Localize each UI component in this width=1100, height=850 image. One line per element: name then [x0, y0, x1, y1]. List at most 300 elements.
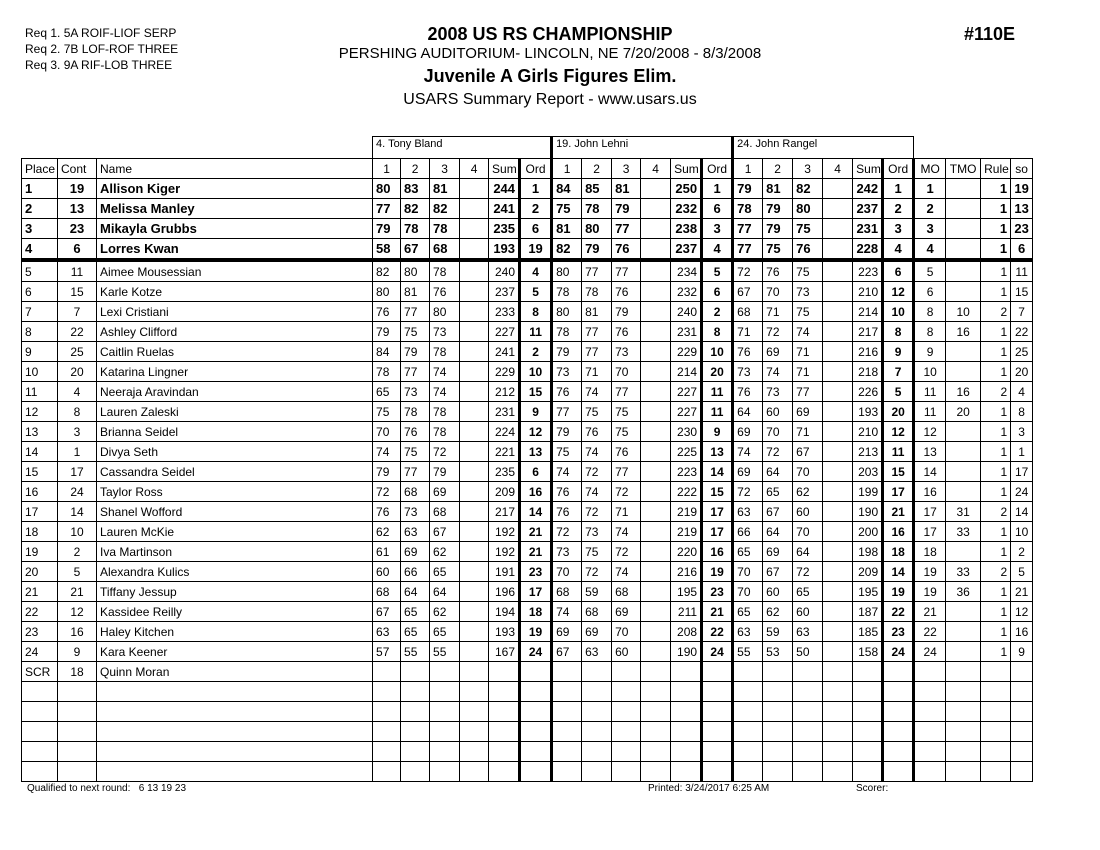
- judge-score: 78: [733, 199, 763, 219]
- majority-ordinal: 22: [914, 622, 946, 642]
- req-2: Req 2. 7B LOF-ROF THREE: [25, 42, 179, 56]
- table-row: [22, 642, 1033, 662]
- judge-score: [641, 282, 671, 302]
- judge-score: 66: [401, 562, 430, 582]
- judge-sum: 231: [671, 322, 702, 342]
- judge-score: 63: [793, 622, 823, 642]
- empty-cell: [702, 722, 733, 742]
- empty-cell: [58, 742, 97, 762]
- rule: 1: [981, 482, 1011, 502]
- empty-cell: [671, 722, 702, 742]
- contestant-number: 6: [58, 239, 97, 261]
- judge-score: 78: [430, 260, 460, 282]
- judge-score: 69: [793, 402, 823, 422]
- judge-score: [460, 662, 489, 682]
- total-majority-ordinal: [946, 462, 981, 482]
- judge-sum: 220: [671, 542, 702, 562]
- qualified: [27, 783, 186, 794]
- judge-score: [823, 462, 853, 482]
- empty-cell: [946, 742, 981, 762]
- table-row: [22, 622, 1033, 642]
- judge-score: 78: [430, 219, 460, 239]
- judge-ordinal: [883, 662, 914, 682]
- judge-ordinal: 9: [702, 422, 733, 442]
- judge-score: [460, 602, 489, 622]
- judge-score: 84: [552, 179, 582, 199]
- judge-sum: 209: [853, 562, 883, 582]
- judge-sum: 222: [671, 482, 702, 502]
- empty-cell: [883, 722, 914, 742]
- majority-ordinal: 18: [914, 542, 946, 562]
- judge-score: 80: [552, 260, 582, 282]
- judge-score: 77: [612, 260, 641, 282]
- judge-ordinal: 6: [883, 260, 914, 282]
- judge-score: [641, 179, 671, 199]
- judge-score: [823, 382, 853, 402]
- majority-ordinal: 2: [914, 199, 946, 219]
- judge-score: 72: [373, 482, 401, 502]
- place: 6: [22, 282, 58, 302]
- judge-score: 78: [373, 362, 401, 382]
- majority-ordinal: 5: [914, 260, 946, 282]
- judge-score: 81: [430, 179, 460, 199]
- judge-sum: 185: [853, 622, 883, 642]
- judge-score: 80: [552, 302, 582, 322]
- empty-cell: [22, 742, 58, 762]
- judge-sum: 226: [853, 382, 883, 402]
- empty-cell: [58, 702, 97, 722]
- col-tmo: TMO: [946, 159, 981, 179]
- table-row: [22, 282, 1033, 302]
- judge-sum: 240: [671, 302, 702, 322]
- contestant-number: 19: [58, 179, 97, 199]
- judge-score: 63: [373, 622, 401, 642]
- skate-order: 4: [1011, 382, 1033, 402]
- judge-sum: 238: [671, 219, 702, 239]
- column-header-row: [22, 159, 1033, 179]
- judge-sum: 232: [671, 282, 702, 302]
- rule: 1: [981, 582, 1011, 602]
- empty-cell: [489, 722, 520, 742]
- empty-cell: [641, 682, 671, 702]
- judge-score: [460, 342, 489, 362]
- empty-cell: [401, 722, 430, 742]
- judge-sum: 244: [489, 179, 520, 199]
- empty-cell: [373, 722, 401, 742]
- empty-cell: [702, 742, 733, 762]
- judge-ordinal: 21: [702, 602, 733, 622]
- skater-name: Divya Seth: [97, 442, 373, 462]
- judge-ordinal: 20: [702, 362, 733, 382]
- judge-score: 77: [582, 322, 612, 342]
- majority-ordinal: 16: [914, 482, 946, 502]
- printed-date: Printed: 3/24/2017 6:25 AM: [648, 783, 770, 794]
- skater-name: Taylor Ross: [97, 482, 373, 502]
- judge-ordinal: 6: [702, 199, 733, 219]
- judge-score: 72: [763, 442, 793, 462]
- skater-name: Lorres Kwan: [97, 239, 373, 261]
- judge-ordinal: 12: [883, 422, 914, 442]
- judge-sum: 192: [489, 542, 520, 562]
- col-cont: Cont: [58, 159, 97, 179]
- contestant-number: 3: [58, 422, 97, 442]
- judge-score: 79: [430, 462, 460, 482]
- judge-sum: 190: [671, 642, 702, 662]
- empty-cell: [793, 722, 823, 742]
- contestant-number: 16: [58, 622, 97, 642]
- judge-sum: 229: [671, 342, 702, 362]
- judge-score: 70: [552, 562, 582, 582]
- place: 16: [22, 482, 58, 502]
- judge-score: 76: [552, 382, 582, 402]
- empty-cell: [520, 682, 552, 702]
- empty-cell: [489, 762, 520, 782]
- judge-score: 71: [733, 322, 763, 342]
- judge-score: 72: [733, 482, 763, 502]
- empty-cell: [489, 682, 520, 702]
- scorer-label: Scorer:: [856, 783, 889, 794]
- judge-score: 79: [552, 342, 582, 362]
- judge-ordinal: 24: [883, 642, 914, 662]
- empty-cell: [58, 762, 97, 782]
- majority-ordinal: 6: [914, 282, 946, 302]
- judge-score: 79: [763, 219, 793, 239]
- rule: 1: [981, 522, 1011, 542]
- empty-cell: [946, 682, 981, 702]
- judge-ordinal: 9: [520, 402, 552, 422]
- majority-ordinal: 12: [914, 422, 946, 442]
- judge-score: 74: [552, 602, 582, 622]
- judge-score: 77: [793, 382, 823, 402]
- col-score: 3: [793, 159, 823, 179]
- blank-cell: [914, 137, 1033, 159]
- judge-score: 76: [552, 502, 582, 522]
- judge-ordinal: 14: [883, 562, 914, 582]
- empty-cell: [914, 742, 946, 762]
- judge-score: [641, 562, 671, 582]
- empty-cell: [793, 742, 823, 762]
- judge-sum: 196: [489, 582, 520, 602]
- contestant-number: 20: [58, 362, 97, 382]
- contestant-number: 8: [58, 402, 97, 422]
- judge-score: 60: [373, 562, 401, 582]
- empty-cell: [373, 742, 401, 762]
- judge-score: 64: [733, 402, 763, 422]
- judge-score: 73: [763, 382, 793, 402]
- table-row: [22, 219, 1033, 239]
- judge-score: 67: [373, 602, 401, 622]
- table-row: [22, 362, 1033, 382]
- judge-score: 77: [373, 199, 401, 219]
- majority-ordinal: 19: [914, 562, 946, 582]
- judge-score: 72: [582, 462, 612, 482]
- table-row: [22, 562, 1033, 582]
- judge-score: 76: [793, 239, 823, 261]
- judge-score: [641, 260, 671, 282]
- judge-score: 68: [582, 602, 612, 622]
- judge-score: [641, 502, 671, 522]
- judge-sum: [671, 662, 702, 682]
- judge-score: 65: [430, 622, 460, 642]
- rule: 2: [981, 302, 1011, 322]
- judge-score: 76: [612, 442, 641, 462]
- judge-sum: 230: [671, 422, 702, 442]
- empty-cell: [671, 682, 702, 702]
- venue: PERSHING AUDITORIUM- LINCOLN, NE 7/20/2008 - 8/3/2008: [338, 45, 762, 62]
- total-majority-ordinal: 31: [946, 502, 981, 522]
- rule: 1: [981, 602, 1011, 622]
- col-sum: Sum: [853, 159, 883, 179]
- place: 5: [22, 260, 58, 282]
- event-name: Juvenile A Girls Figures Elim.: [423, 66, 677, 86]
- empty-cell: [520, 702, 552, 722]
- judge-score: 74: [582, 382, 612, 402]
- judge-score: [460, 260, 489, 282]
- empty-cell: [853, 722, 883, 742]
- judge-name: 19. John Lehni: [552, 137, 733, 159]
- place: 18: [22, 522, 58, 542]
- judge-score: 70: [733, 562, 763, 582]
- judge-score: 79: [373, 462, 401, 482]
- judge-ordinal: 8: [702, 322, 733, 342]
- judge-score: 76: [612, 322, 641, 342]
- judge-score: 58: [373, 239, 401, 261]
- judge-sum: 225: [671, 442, 702, 462]
- judge-score: 81: [552, 219, 582, 239]
- judge-score: [460, 282, 489, 302]
- judge-ordinal: 23: [702, 582, 733, 602]
- empty-cell: [823, 722, 853, 742]
- judge-score: 76: [733, 382, 763, 402]
- judge-sum: 250: [671, 179, 702, 199]
- empty-cell: [97, 682, 373, 702]
- judge-ordinal: 17: [883, 482, 914, 502]
- judge-score: [641, 442, 671, 462]
- empty-cell: [641, 702, 671, 722]
- judge-score: 65: [401, 622, 430, 642]
- skate-order: 9: [1011, 642, 1033, 662]
- table-row: [22, 482, 1033, 502]
- rule: 1: [981, 179, 1011, 199]
- judge-ordinal: 4: [883, 239, 914, 261]
- judge-score: 76: [373, 302, 401, 322]
- skate-order: 20: [1011, 362, 1033, 382]
- judge-score: 76: [763, 260, 793, 282]
- judge-score: [641, 582, 671, 602]
- empty-cell: [430, 742, 460, 762]
- col-ord: Ord: [883, 159, 914, 179]
- rule: 1: [981, 462, 1011, 482]
- judge-score: 82: [430, 199, 460, 219]
- empty-cell: [520, 742, 552, 762]
- place: 12: [22, 402, 58, 422]
- judge-score: 73: [552, 542, 582, 562]
- judge-score: 71: [582, 362, 612, 382]
- judge-score: 55: [430, 642, 460, 662]
- judge-ordinal: 15: [883, 462, 914, 482]
- judge-score: 71: [793, 422, 823, 442]
- judge-ordinal: 8: [883, 322, 914, 342]
- judge-score: 69: [401, 542, 430, 562]
- rule: 1: [981, 642, 1011, 662]
- contestant-number: 2: [58, 542, 97, 562]
- place: 8: [22, 322, 58, 342]
- judge-score: [460, 562, 489, 582]
- judge-score: 75: [582, 542, 612, 562]
- judge-score: 69: [612, 602, 641, 622]
- empty-cell: [1011, 682, 1033, 702]
- empty-cell: [883, 742, 914, 762]
- judge-score: [460, 239, 489, 261]
- judge-ordinal: 22: [702, 622, 733, 642]
- col-ord: Ord: [520, 159, 552, 179]
- table-row: [22, 260, 1033, 282]
- judge-score: 82: [552, 239, 582, 261]
- judge-ordinal: 11: [702, 382, 733, 402]
- empty-cell: [733, 742, 763, 762]
- place: 15: [22, 462, 58, 482]
- empty-cell: [853, 702, 883, 722]
- skate-order: 24: [1011, 482, 1033, 502]
- judge-ordinal: 14: [520, 502, 552, 522]
- table-row: [22, 422, 1033, 442]
- rule: 1: [981, 322, 1011, 342]
- judge-score: 70: [793, 522, 823, 542]
- judge-score: 79: [612, 199, 641, 219]
- empty-cell: [763, 722, 793, 742]
- contestant-number: 10: [58, 522, 97, 542]
- empty-cell: [671, 762, 702, 782]
- empty-cell: [430, 702, 460, 722]
- judge-score: 62: [793, 482, 823, 502]
- judge-score: 77: [401, 302, 430, 322]
- table-row: [22, 179, 1033, 199]
- judge-score: [460, 179, 489, 199]
- judge-score: 79: [401, 342, 430, 362]
- judge-score: 61: [373, 542, 401, 562]
- judge-score: 81: [401, 282, 430, 302]
- col-score: 4: [641, 159, 671, 179]
- judge-sum: 200: [853, 522, 883, 542]
- judge-ordinal: 19: [702, 562, 733, 582]
- contestant-number: 7: [58, 302, 97, 322]
- majority-ordinal: 11: [914, 402, 946, 422]
- judge-score: [823, 362, 853, 382]
- majority-ordinal: 8: [914, 302, 946, 322]
- judge-ordinal: 6: [520, 462, 552, 482]
- judge-ordinal: 18: [883, 542, 914, 562]
- judge-score: 63: [733, 622, 763, 642]
- judge-score: 60: [793, 502, 823, 522]
- empty-row: [22, 762, 1033, 782]
- judge-score: [641, 542, 671, 562]
- skater-name: Katarina Lingner: [97, 362, 373, 382]
- judge-score: 60: [763, 582, 793, 602]
- judge-score: 70: [612, 622, 641, 642]
- judge-score: [460, 219, 489, 239]
- rule: 1: [981, 442, 1011, 462]
- judge-ordinal: 24: [520, 642, 552, 662]
- judge-sum: 216: [671, 562, 702, 582]
- judge-sum: 193: [489, 239, 520, 261]
- judge-score: 65: [793, 582, 823, 602]
- skate-order: 7: [1011, 302, 1033, 322]
- contestant-number: 12: [58, 602, 97, 622]
- judge-score: 67: [793, 442, 823, 462]
- empty-cell: [401, 762, 430, 782]
- judge-ordinal: 15: [520, 382, 552, 402]
- contestant-number: 15: [58, 282, 97, 302]
- empty-cell: [1011, 702, 1033, 722]
- req-1: Req 1. 5A ROIF-LIOF SERP: [25, 26, 177, 40]
- judge-score: 69: [733, 422, 763, 442]
- col-rule: Rule: [981, 159, 1011, 179]
- judge-score: 60: [612, 642, 641, 662]
- judge-ordinal: 9: [883, 342, 914, 362]
- skate-order: 23: [1011, 219, 1033, 239]
- judge-ordinal: 14: [702, 462, 733, 482]
- skater-name: Shanel Wofford: [97, 502, 373, 522]
- judge-sum: 234: [671, 260, 702, 282]
- judge-sum: 233: [489, 302, 520, 322]
- judge-score: [460, 622, 489, 642]
- empty-cell: [946, 722, 981, 742]
- judge-ordinal: 10: [520, 362, 552, 382]
- judge-ordinal: 19: [883, 582, 914, 602]
- total-majority-ordinal: [946, 602, 981, 622]
- judge-score: 69: [763, 542, 793, 562]
- col-score: 2: [763, 159, 793, 179]
- judge-score: [823, 422, 853, 442]
- judge-score: 78: [401, 402, 430, 422]
- total-majority-ordinal: [946, 239, 981, 261]
- empty-cell: [22, 682, 58, 702]
- skater-name: Karle Kotze: [97, 282, 373, 302]
- judge-ordinal: 18: [520, 602, 552, 622]
- judge-score: 65: [763, 482, 793, 502]
- judge-score: [641, 662, 671, 682]
- col-score: 1: [552, 159, 582, 179]
- judge-ordinal: 23: [520, 562, 552, 582]
- place: 20: [22, 562, 58, 582]
- judge-score: 68: [373, 582, 401, 602]
- judge-score: 71: [793, 362, 823, 382]
- majority-ordinal: 9: [914, 342, 946, 362]
- judge-ordinal: 7: [883, 362, 914, 382]
- empty-cell: [582, 762, 612, 782]
- judge-score: [823, 342, 853, 362]
- judge-score: [641, 239, 671, 261]
- col-sum: Sum: [489, 159, 520, 179]
- judge-sum: [489, 662, 520, 682]
- rule: 1: [981, 402, 1011, 422]
- judge-score: 76: [582, 422, 612, 442]
- contestant-number: 14: [58, 502, 97, 522]
- judge-score: [823, 562, 853, 582]
- judge-score: [793, 662, 823, 682]
- skater-name: Alexandra Kulics: [97, 562, 373, 582]
- judge-score: 73: [582, 522, 612, 542]
- judge-score: [823, 302, 853, 322]
- judge-ordinal: 8: [520, 302, 552, 322]
- judge-score: [460, 422, 489, 442]
- judge-sum: 195: [671, 582, 702, 602]
- empty-cell: [641, 762, 671, 782]
- judge-score: 72: [612, 542, 641, 562]
- judge-score: 81: [612, 179, 641, 199]
- total-majority-ordinal: 20: [946, 402, 981, 422]
- judge-sum: 237: [489, 282, 520, 302]
